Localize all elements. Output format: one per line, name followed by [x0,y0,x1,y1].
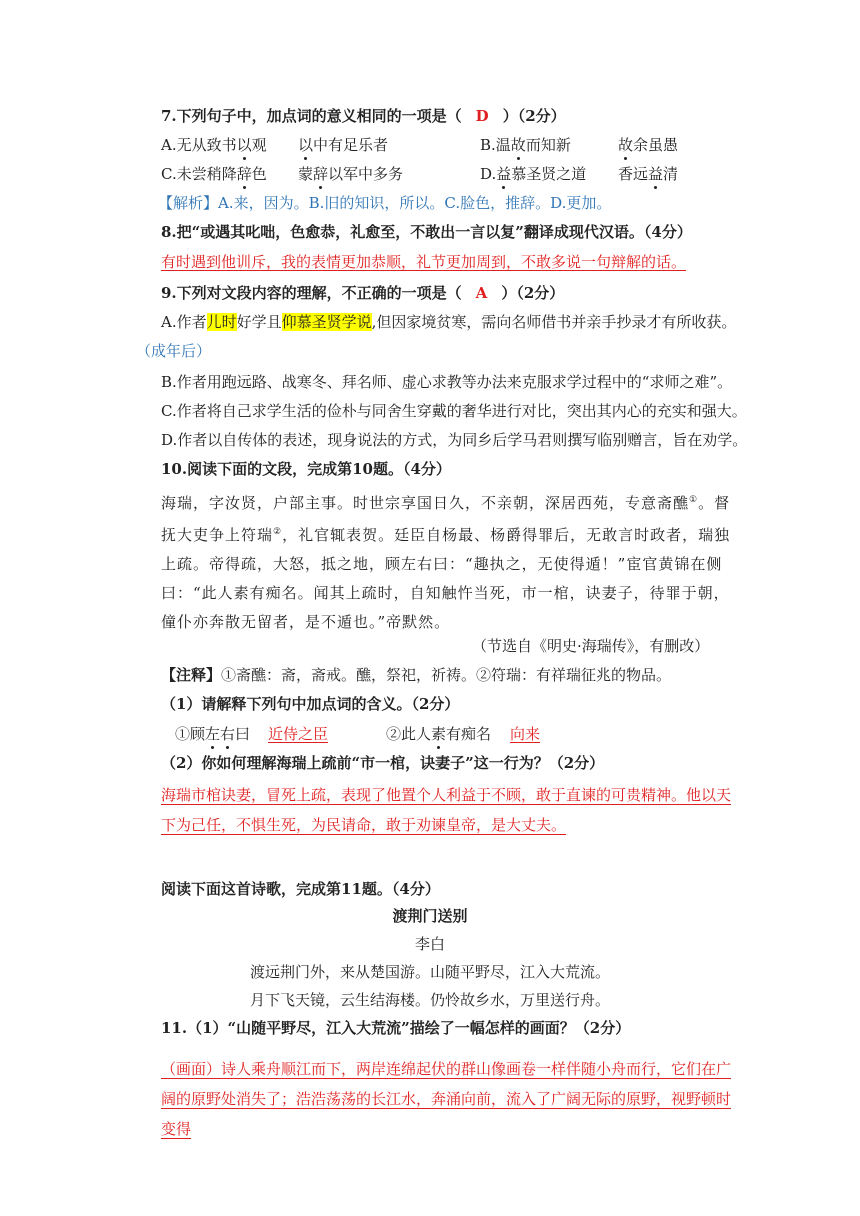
q10-sub1-item2: ②此人素有痴名 [386,725,492,743]
q9-option-d: D.作者以自传体的表述，现身说法的方式，为同乡后学马君则撰写临别赠言，旨在劝学。 [161,431,748,449]
q7-option-b2: 故余虽愚 [618,136,679,154]
q9-answer: A [475,284,488,302]
q10-sub1-answer1: 近侍之臣 [268,725,329,743]
q7-option-d1: D.益慕圣贤之道 [480,165,587,183]
q10-sub2-answer: 海瑞市棺诀妻，冒死上疏，表现了他置个人利益于不顾，敢于直谏的可贵精神。他以天下为己任，不惧生死，为民请命，敢于劝谏皇帝，是大丈夫。 [161,786,732,834]
q7-answer: D [475,107,489,125]
q9-option-b: B.作者用跑远路、战寒冬、拜名师、虚心求教等办法来克服求学过程中的“求师之难”。 [161,373,733,391]
q7-option-c2: 蒙辞以军中多务 [298,165,404,183]
q7-stem: 7.下列句子中，加点词的意义相同的一项是（ D ）（2分） [161,107,566,125]
q10-sub2: （2）你如何理解海瑞上疏前“市一棺，诀妻子”这一行为？（2分） [161,754,605,772]
q7-analysis: 【解析】A.来，因为。B.旧的知识，所以。C.脸色，推辞。D.更加。 [158,194,612,212]
q9-option-a: A.作者儿时好学且仰慕圣贤学说,但因家境贫寒，需向名师借书并亲手抄录才有所收获。 [161,313,737,331]
q7-option-d2: 香远益清 [618,165,679,183]
q9-option-c: C.作者将自己求学生活的俭朴与同舍生穿戴的奢华进行对比，突出其内心的充实和强大。 [161,402,747,420]
q7-option-a1: A.无从致书以观 [161,136,267,154]
q11-answer: （画面）诗人乘舟顺江而下，两岸连绵起伏的群山像画卷一样伴随小舟而行，它们在广阔的原野处消失了；浩浩荡荡的长江水，奔涌向前，流入了广阔无际的原野，视野顿时变得 [161,1060,732,1138]
q9-stem: 9.下列对文段内容的理解，不正确的一项是（ A ）（2分） [161,284,565,302]
q10-sub1-item1: ①顾左右曰 [175,725,251,743]
q9-note: （成年后） [136,342,212,360]
q10-notes: 【注释】①斋醮：斋，斋戒。醮，祭祀，祈祷。②符瑞：有祥瑞征兆的物品。 [161,666,672,684]
q8-answer: 有时遇到他训斥，我的表情更加恭顺，礼节更加周到，不敢多说一句辩解的话。 [161,253,687,271]
highlight-childhood: 儿时 [206,313,237,331]
poem-title: 渡荆门送别 [392,907,468,925]
q7-option-c1: C.未尝稍降辞色 [161,165,267,183]
poem-line-1: 渡远荆门外，来从楚国游。山随平野尽，江入大荒流。 [249,963,610,981]
highlight-admire-sages: 仰慕圣贤学说 [281,313,372,331]
q10-sub1-answer2: 向来 [510,725,541,743]
q8-stem: 8.把“或遇其叱咄，色愈恭，礼愈至，不敢出一言以复”翻译成现代汉语。（4分） [161,223,692,241]
poem-author: 李白 [414,935,445,953]
q10-passage: 海瑞，字汝贤，户部主事。时世宗享国日久，不亲朝，深居西苑，专意斋醮①。督抚大吏争上符瑞②，礼官辄表贺。廷臣自杨最、杨爵得罪后，无敢言时政者，瑞独上疏。帝得疏，大怒，抵之地，顾左右曰：“趣执之，无使得遁！”宦官黄锦在侧曰：“此人素有痴名。闻其上疏时，自知触忤当死，市一棺，诀妻子，待罪于朝，僮仆亦奔散无留者，是不遁也。”帝默然。 [161,494,731,631]
q10-title: 10.阅读下面的文段，完成第10题。（4分） [161,460,451,478]
q7-option-b1: B.温故而知新 [480,136,571,154]
q11-intro: 阅读下面这首诗歌，完成第11题。（4分） [161,880,440,898]
q10-sub1: （1）请解释下列句中加点词的含义。（2分） [161,695,460,713]
q10-source: （节选自《明史·海瑞传》，有删改） [472,637,710,655]
poem-line-2: 月下飞天镜，云生结海楼。仍怜故乡水，万里送行舟。 [249,991,610,1009]
q11-stem: 11.（1）“山随平野尽，江入大荒流”描绘了一幅怎样的画面？（2分） [161,1019,631,1037]
q7-option-a2: 以中有足乐者 [298,136,389,154]
